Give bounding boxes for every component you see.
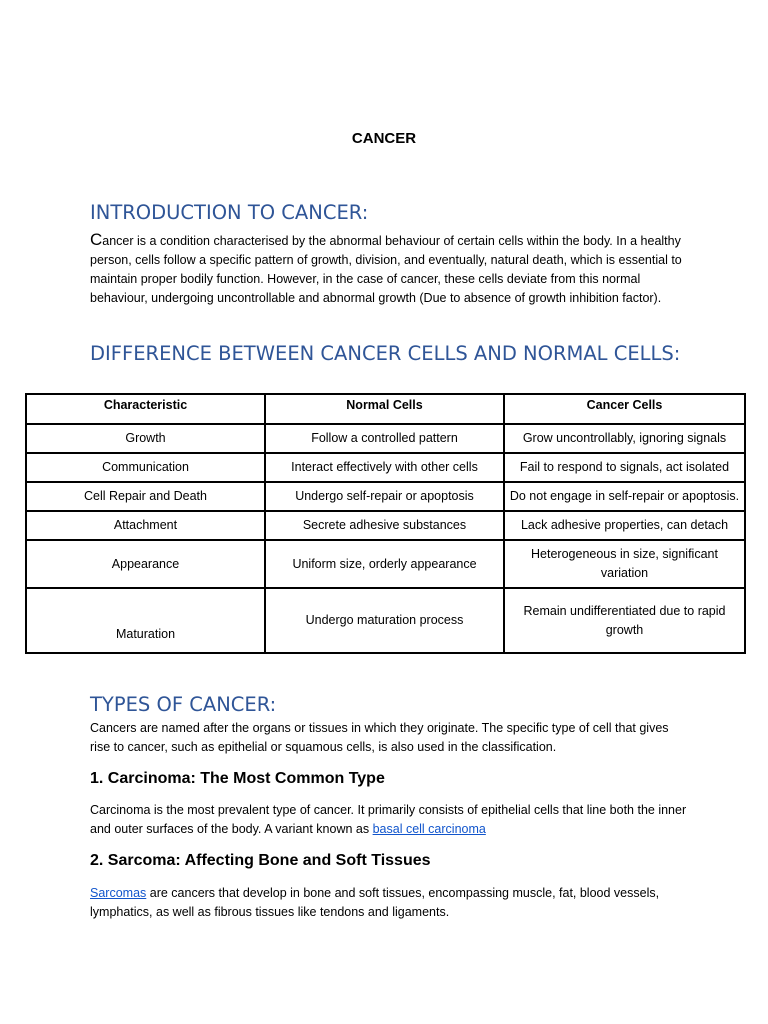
table-row bbox=[26, 424, 745, 453]
table-header-row bbox=[26, 394, 745, 424]
table-cell: Communication bbox=[26, 453, 265, 482]
table-cell: Heterogeneous in size, significant variation bbox=[504, 540, 745, 588]
intro-heading: INTRODUCTION TO CANCER: bbox=[90, 201, 369, 224]
table-cell: Grow uncontrollably, ignoring signals bbox=[504, 424, 745, 453]
carcinoma-heading: 1. Carcinoma: The Most Common Type bbox=[90, 770, 385, 787]
table-cell: Undergo maturation process bbox=[265, 588, 504, 653]
carcinoma-paragraph bbox=[90, 801, 690, 839]
column-header-normal-cells: Normal Cells bbox=[265, 394, 504, 424]
table-cell: Remain undifferentiated due to rapid growth bbox=[504, 588, 745, 653]
table-cell: Undergo self-repair or apoptosis bbox=[265, 482, 504, 511]
sarcomas-link[interactable]: Sarcomas bbox=[90, 886, 147, 900]
table-cell: Growth bbox=[26, 424, 265, 453]
table-cell: Follow a controlled pattern bbox=[265, 424, 504, 453]
comparison-table bbox=[25, 393, 746, 654]
basal-cell-carcinoma-link[interactable]: basal cell carcinoma bbox=[372, 822, 486, 836]
sarcoma-paragraph bbox=[90, 884, 690, 922]
types-paragraph: Cancers are named after the organs or tissues in which they originate. The specific type of cell that gives rise to cancer, such as epithelial or squamous cells, is also used in the classification. bbox=[90, 721, 669, 754]
intro-body: ancer is a condition characterised by the abnormal behaviour of certain cells within the body. In a healthy person, cells follow a specific pattern of growth, division, and eventually, natural death, which is essential to maintain proper bodily function. However, in the case of cancer, these cells deviate from this normal behaviour, undergoing uncontrollable and abnormal growth (Due to absence of growth inhibition factor). bbox=[90, 234, 682, 305]
table-cell: Interact effectively with other cells bbox=[265, 453, 504, 482]
table-row bbox=[26, 588, 745, 653]
table-cell: Secrete adhesive substances bbox=[265, 511, 504, 540]
table-cell: Lack adhesive properties, can detach bbox=[504, 511, 745, 540]
column-header-cancer-cells: Cancer Cells bbox=[504, 394, 745, 424]
table-cell: Cell Repair and Death bbox=[26, 482, 265, 511]
table-cell: Maturation bbox=[26, 588, 265, 653]
types-heading: TYPES OF CANCER: bbox=[90, 693, 277, 716]
table-row bbox=[26, 511, 745, 540]
page-title: CANCER bbox=[351, 130, 417, 147]
table-cell: Appearance bbox=[26, 540, 265, 588]
table-row bbox=[26, 540, 745, 588]
column-header-characteristic: Characteristic bbox=[26, 394, 265, 424]
intro-paragraph bbox=[90, 230, 690, 308]
table-row bbox=[26, 453, 745, 482]
table-cell: Fail to respond to signals, act isolated bbox=[504, 453, 745, 482]
table-cell: Do not engage in self-repair or apoptosis. bbox=[504, 482, 745, 511]
table-cell: Attachment bbox=[26, 511, 265, 540]
table-row bbox=[26, 482, 745, 511]
table-cell: Uniform size, orderly appearance bbox=[265, 540, 504, 588]
difference-heading: DIFFERENCE BETWEEN CANCER CELLS AND NORMAL CELLS: bbox=[90, 342, 681, 365]
intro-first-letter: C bbox=[90, 230, 103, 249]
sarcoma-body: are cancers that develop in bone and soft tissues, encompassing muscle, fat, blood vessels, lymphatics, as well as fibrous tissues like tendons and ligaments. bbox=[90, 886, 660, 919]
carcinoma-body: Carcinoma is the most prevalent type of cancer. It primarily consists of epithelial cells that line both the inner and outer surfaces of the body. A variant known as bbox=[90, 803, 687, 836]
sarcoma-heading: 2. Sarcoma: Affecting Bone and Soft Tissues bbox=[90, 852, 431, 869]
